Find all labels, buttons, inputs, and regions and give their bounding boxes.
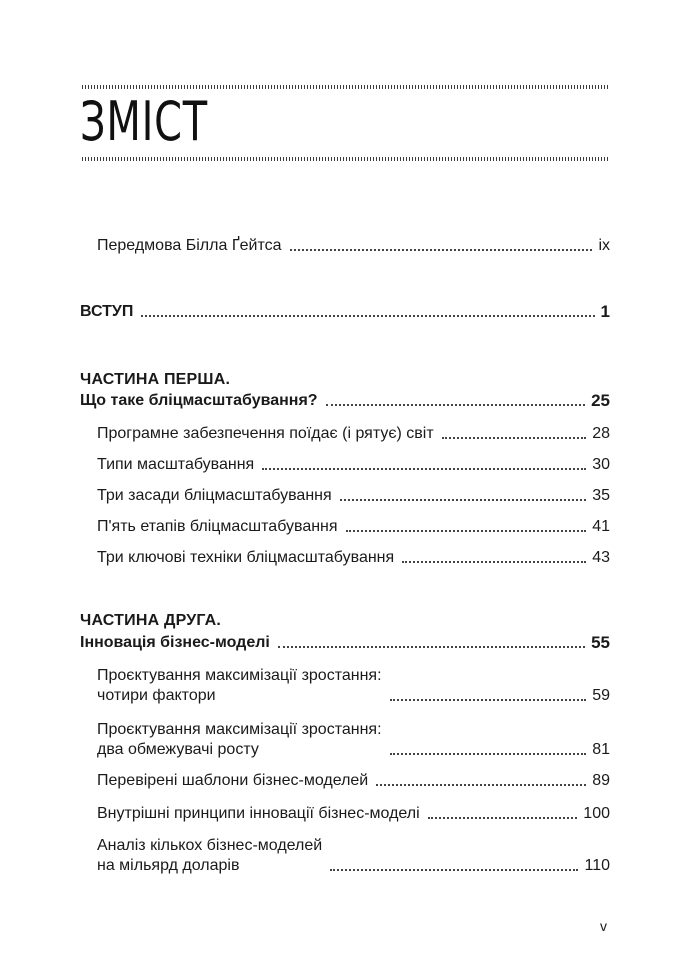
toc-entry-page: 1 <box>600 302 610 321</box>
toc-entry-foreword[interactable] <box>97 236 610 256</box>
toc-entry-chapter[interactable] <box>97 455 610 475</box>
toc-entry-chapter[interactable] <box>97 486 610 506</box>
toc-entry-text: Програмне забезпечення поїдає (і рятує) світ <box>97 425 434 442</box>
toc-entry-chapter[interactable] <box>97 771 610 791</box>
dot-leader <box>340 498 587 501</box>
dot-leader <box>330 868 578 871</box>
toc-entry-text: Внутрішні принципи інновації бізнес-моделі <box>97 805 420 822</box>
toc-entry-text: Проєктування максимізації зростання: два обмежувачі росту <box>97 721 382 758</box>
toc-entry-text: Що таке бліцмасштабування? <box>80 392 318 409</box>
toc-entry-page: 55 <box>591 633 610 652</box>
toc-entry-chapter[interactable] <box>97 836 610 876</box>
toc-entry-chapter[interactable] <box>97 720 610 760</box>
dot-leader <box>278 645 585 648</box>
bottom-rule <box>82 157 610 161</box>
dot-leader <box>390 698 587 701</box>
dot-leader <box>442 436 587 439</box>
toc-entry-page: 59 <box>592 687 610 704</box>
toc-entry-page: 41 <box>592 518 610 535</box>
toc-entry-chapter[interactable] <box>97 548 610 568</box>
toc-entry-page: 35 <box>592 487 610 504</box>
toc-entry-page: 81 <box>592 741 610 758</box>
toc-entry-page: 25 <box>591 391 610 410</box>
dot-leader <box>428 816 578 819</box>
toc-entry-text: Типи масштабування <box>97 456 255 473</box>
part-label: ЧАСТИНА ДРУГА. <box>80 612 222 629</box>
toc-entry-chapter[interactable] <box>97 517 610 537</box>
toc-entry-text: П'ять етапів бліцмасштабування <box>97 518 338 535</box>
toc-entry-chapter[interactable] <box>97 666 610 706</box>
page-number: v <box>600 918 607 934</box>
toc-entry-page: 43 <box>592 549 610 566</box>
dot-leader <box>141 314 594 317</box>
toc-entry-intro[interactable] <box>80 302 610 322</box>
toc-entry-page: 110 <box>584 857 610 874</box>
toc-entry-text: Передмова Білла Ґейтса <box>97 237 282 254</box>
toc-entry-page: 89 <box>592 772 610 789</box>
dot-leader <box>346 529 587 532</box>
toc-entry-text: ВСТУП <box>80 303 134 320</box>
toc-entry-page: ix <box>598 237 610 254</box>
dot-leader <box>290 248 593 251</box>
toc-entry-text: Три ключові техніки бліцмасштабування <box>97 549 395 566</box>
dot-leader <box>376 783 586 786</box>
toc-entry-text: Аналіз кількох бізнес-моделей на мільярд доларів <box>97 837 323 874</box>
toc-entry-text: Перевірені шаблони бізнес-моделей <box>97 772 369 789</box>
part-label: ЧАСТИНА ПЕРША. <box>80 371 231 388</box>
toc-entry-text: Три засади бліцмасштабування <box>97 487 332 504</box>
toc-entry-page: 28 <box>592 425 610 442</box>
toc-entry-chapter[interactable] <box>97 804 610 824</box>
toc-entry-text: Проєктування максимізації зростання: чотири фактори <box>97 667 382 704</box>
dot-leader <box>262 467 586 470</box>
top-rule <box>82 85 610 89</box>
page-title: ЗМІСТ <box>80 90 208 153</box>
toc-entry-page: 30 <box>592 456 610 473</box>
dot-leader <box>326 403 586 406</box>
dot-leader <box>402 560 586 563</box>
toc-entry-chapter[interactable] <box>97 424 610 444</box>
toc-entry-part2[interactable] <box>80 633 610 653</box>
toc-entry-text: Інновація бізнес-моделі <box>80 634 270 651</box>
dot-leader <box>390 752 587 755</box>
toc-entry-part1[interactable] <box>80 391 610 411</box>
toc-entry-page: 100 <box>583 805 610 822</box>
